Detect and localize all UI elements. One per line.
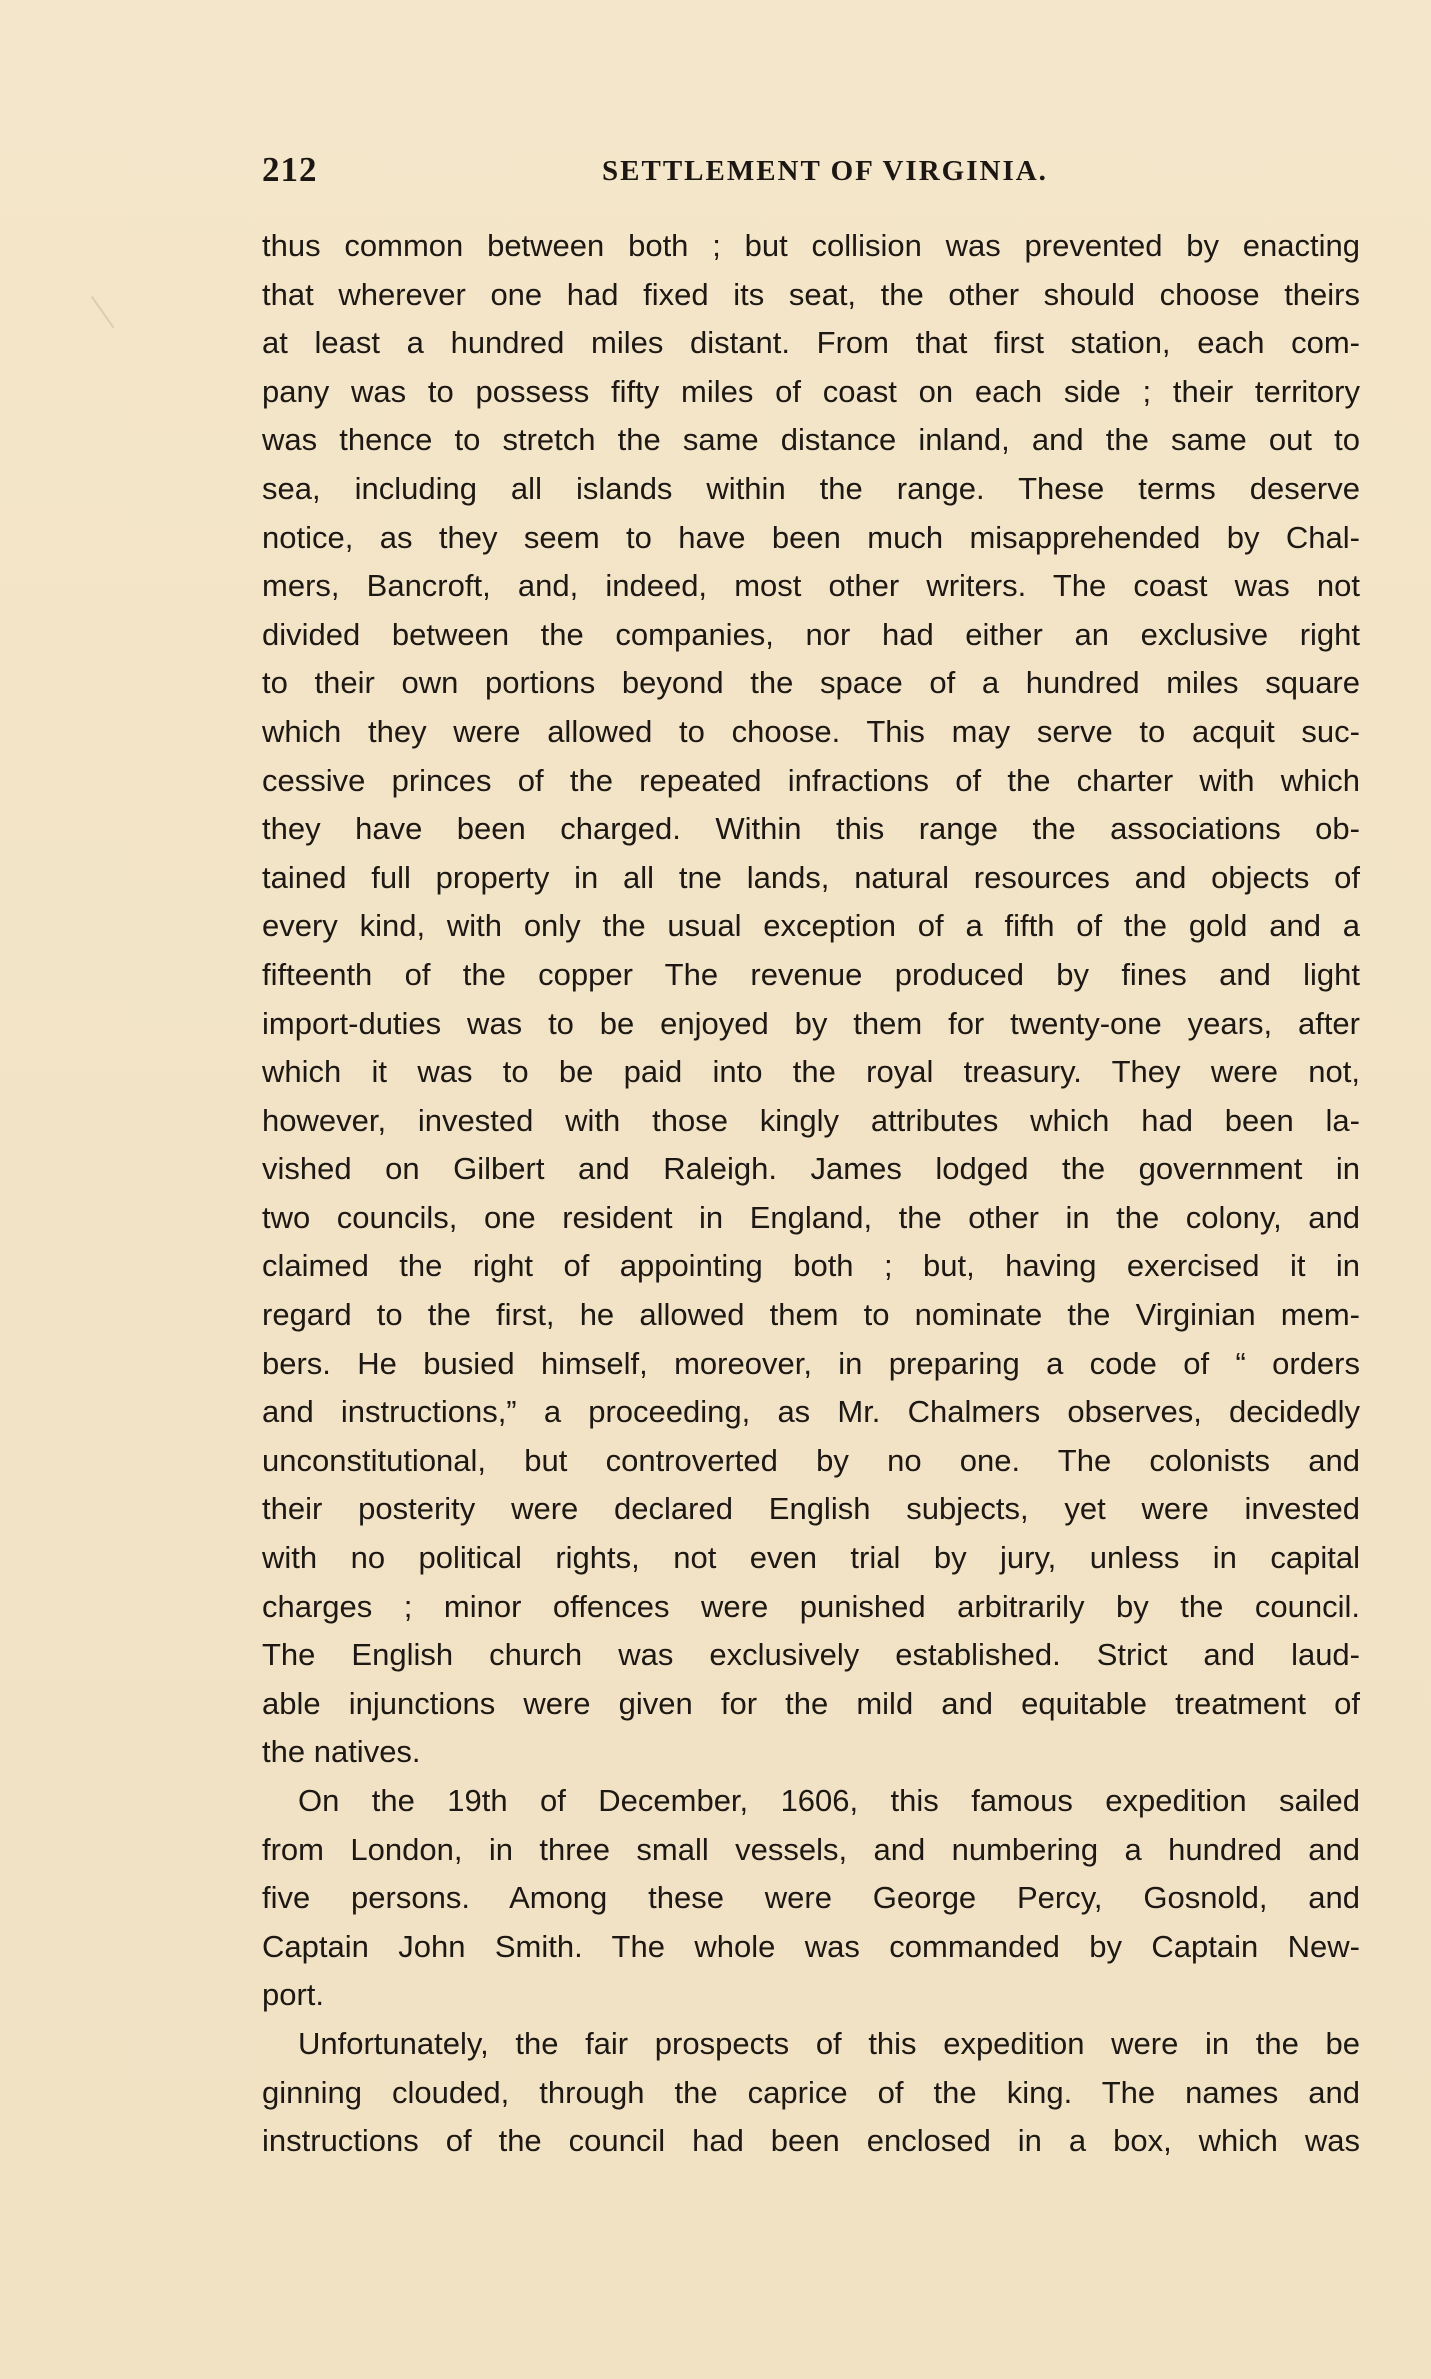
text-line: notice, as they seem to have been much misapprehended by Chal- [262, 519, 1360, 555]
text-line: bers. He busied himself, moreover, in preparing a code of “ orders [262, 1345, 1360, 1381]
text-line: with no political rights, not even trial by jury, unless in capital [262, 1540, 1360, 1576]
text-line: from London, in three small vessels, and numbering a hundred and [262, 1831, 1360, 1867]
text-line: import-duties was to be enjoyed by them for twenty-one years, after [262, 1005, 1360, 1041]
body-text [262, 222, 1360, 2166]
text-line: divided between the companies, nor had either an exclusive right [262, 616, 1360, 652]
page-header [262, 150, 1062, 200]
running-head: SETTLEMENT OF VIRGINIA. [602, 155, 1048, 187]
text-line: able injunctions were given for the mild and equitable treatment of [262, 1685, 1360, 1721]
text-line: mers, Bancroft, and, indeed, most other writers. The coast was not [262, 568, 1360, 604]
text-line: vished on Gilbert and Raleigh. James lodged the government in [262, 1151, 1360, 1187]
text-line: five persons. Among these were George Percy, Gosnold, and [262, 1880, 1360, 1916]
text-line: thus common between both ; but collision was prevented by enacting [262, 228, 1360, 263]
text-line: ginning clouded, through the caprice of the king. The names and [262, 2074, 1360, 2110]
text-line: regard to the first, he allowed them to nominate the Virginian mem- [262, 1297, 1360, 1333]
text-line: Captain John Smith. The whole was commanded by Captain New- [262, 1928, 1360, 1964]
text-line: cessive princes of the repeated infractions of the charter with which [262, 762, 1360, 798]
text-line: The English church was exclusively established. Strict and laud- [262, 1637, 1360, 1673]
page-blemish [91, 286, 129, 329]
text-line: sea, including all islands within the range. These terms deserve [262, 470, 1360, 506]
text-line: pany was to possess fifty miles of coast on each side ; their territory [262, 373, 1360, 409]
text-line: that wherever one had fixed its seat, the other should choose theirs [262, 276, 1360, 312]
text-line: fifteenth of the copper The revenue produced by fines and light [262, 956, 1360, 992]
text-line: tained full property in all tne lands, natural resources and objects of [262, 859, 1360, 895]
text-line: and instructions,” a proceeding, as Mr. Chalmers observes, decidedly [262, 1394, 1360, 1430]
text-line: however, invested with those kingly attributes which had been la- [262, 1102, 1360, 1138]
text-line: their posterity were declared English subjects, yet were invested [262, 1491, 1360, 1527]
text-line: unconstitutional, but controverted by no one. The colonists and [262, 1442, 1360, 1478]
text-line: at least a hundred miles distant. From that first station, each com- [262, 325, 1360, 361]
text-line: every kind, with only the usual exception of a fifth of the gold and a [262, 908, 1360, 944]
text-line: to their own portions beyond the space of a hundred miles square [262, 665, 1360, 701]
text-line: On the 19th of December, 1606, this famous expedition sailed [298, 1783, 1360, 1818]
text-line: the natives. [262, 1734, 421, 1770]
text-line: claimed the right of appointing both ; but, having exercised it in [262, 1248, 1360, 1284]
text-line: was thence to stretch the same distance inland, and the same out to [262, 422, 1360, 458]
text-line: instructions of the council had been enclosed in a box, which was [262, 2123, 1360, 2159]
text-line: which it was to be paid into the royal treasury. They were not, [262, 1054, 1360, 1090]
text-line: which they were allowed to choose. This may serve to acquit suc- [262, 713, 1360, 749]
text-line: two councils, one resident in England, the other in the colony, and [262, 1199, 1360, 1235]
text-line: they have been charged. Within this range the associations ob- [262, 811, 1360, 847]
page-number: 212 [262, 150, 318, 189]
text-line: port. [262, 1977, 325, 2013]
text-line: Unfortunately, the fair prospects of this expedition were in the be [298, 2025, 1360, 2061]
text-line: charges ; minor offences were punished arbitrarily by the council. [262, 1588, 1360, 1624]
